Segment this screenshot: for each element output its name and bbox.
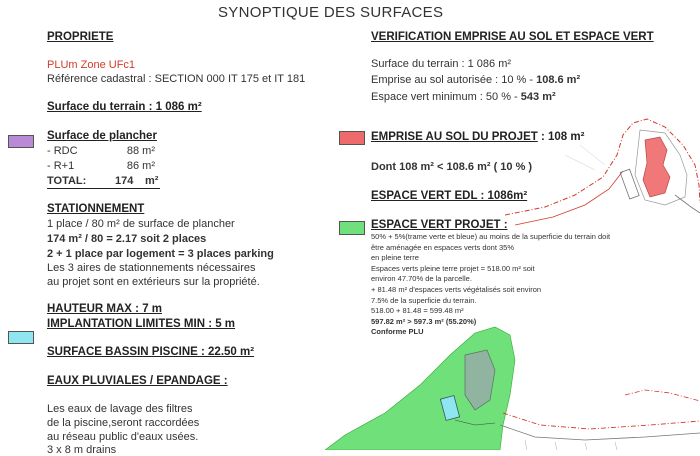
plancher-row-label: - RDC bbox=[47, 145, 78, 157]
espace-projet-line: Espaces verts pleine terre projet = 518.00 m² soit bbox=[371, 263, 535, 273]
emprise-dont: Dont 108 m² < 108.6 m² ( 10 % ) bbox=[371, 161, 533, 173]
site-plan-espace-vert bbox=[325, 325, 700, 450]
espace-projet-line: 7.5% de la superficie du terrain. bbox=[371, 295, 477, 305]
espace-projet-text bbox=[371, 232, 610, 338]
eaux-heading: EAUX PLUVIALES / EPANDAGE : bbox=[47, 375, 228, 387]
conforme-plu: Conforme PLU bbox=[371, 327, 424, 337]
espace-projet-line: être aménagée en espaces verts dont 35% bbox=[371, 242, 515, 252]
espace-projet-heading: ESPACE VERT PROJET : bbox=[371, 219, 508, 231]
espace-projet-line: environ 47.70% de la parcelle. bbox=[371, 274, 472, 284]
stationnement-line: au projet sont en extérieurs sur la propriété. bbox=[47, 276, 260, 288]
plancher-total-value: 174 bbox=[115, 175, 134, 187]
plancher-row-value: 88 m² bbox=[126, 145, 155, 157]
surface-terrain-right: Surface du terrain : 1 086 m² bbox=[371, 58, 512, 70]
plancher-row-value: 86 m² bbox=[126, 160, 155, 172]
emprise-autorisee bbox=[371, 74, 580, 86]
espace-projet-line: + 81.48 m² d'espaces verts végétalisés soit environ bbox=[371, 284, 542, 294]
emprise-swatch bbox=[339, 131, 365, 145]
emprise-projet-heading: EMPRISE AU SOL DU PROJET bbox=[371, 131, 538, 143]
espace-vert-swatch bbox=[339, 221, 365, 235]
propriete-heading: PROPRIETE bbox=[47, 31, 114, 43]
plancher-swatch bbox=[8, 135, 34, 148]
stationnement-line: 2 + 1 place par logement = 3 places parking bbox=[47, 248, 274, 260]
cadastre-reference: Référence cadastral : SECTION 000 IT 175 et IT 181 bbox=[47, 73, 306, 85]
plancher-total-label: TOTAL: bbox=[47, 175, 87, 187]
verif-heading: VERIFICATION EMPRISE AU SOL ET ESPACE VERT bbox=[371, 31, 654, 43]
espace-projet-line: 50% + 5%(trame verte et bleue) au moins de la superficie du terrain doit bbox=[371, 232, 611, 241]
espace-projet-line: 518.00 + 81.48 = 599.48 m² bbox=[371, 306, 464, 316]
page-title: SYNOPTIQUE DES SURFACES bbox=[218, 4, 444, 21]
implantation-limites: IMPLANTATION LIMITES MIN : 5 m bbox=[47, 318, 236, 330]
emprise-projet-value: : 108 m² bbox=[540, 131, 585, 143]
eaux-line: au réseau public d'eaux usées. bbox=[47, 431, 199, 443]
plancher-heading: Surface de plancher bbox=[47, 130, 157, 142]
stationnement-line: 174 m² / 80 = 2.17 soit 2 places bbox=[47, 233, 207, 245]
plancher-row-label: - R+1 bbox=[47, 160, 75, 172]
surface-terrain-left: Surface du terrain : 1 086 m² bbox=[47, 101, 202, 113]
plancher-row-rdc bbox=[47, 145, 155, 157]
stationnement-line: 1 place / 80 m² de surface de plancher bbox=[47, 218, 235, 230]
plancher-row-r1 bbox=[47, 160, 155, 172]
zone-label: PLUm Zone UFc1 bbox=[47, 59, 136, 71]
piscine-swatch bbox=[8, 331, 34, 344]
espace-vert-minimum bbox=[371, 91, 556, 103]
bassin-piscine: SURFACE BASSIN PISCINE : 22.50 m² bbox=[47, 346, 255, 358]
espace-min-prefix: Espace vert minimum : 50 % - bbox=[371, 91, 521, 103]
emprise-autorisee-prefix: Emprise au sol autorisée : 10 % - bbox=[371, 74, 537, 86]
eaux-line: Les eaux de lavage des filtres bbox=[47, 403, 193, 415]
stationnement-line: Les 3 aires de stationnements nécessaires bbox=[47, 262, 256, 274]
eaux-line: 3 x 8 m drains bbox=[47, 444, 117, 456]
site-plan-emprise bbox=[505, 115, 700, 230]
emprise-autorisee-value: 108.6 m² bbox=[536, 74, 581, 86]
espace-projet-line: en pleine terre bbox=[371, 253, 419, 263]
plancher-total bbox=[47, 175, 160, 189]
hauteur-max: HAUTEUR MAX : 7 m bbox=[47, 303, 163, 315]
espace-min-value: 543 m² bbox=[520, 91, 556, 103]
stationnement-heading: STATIONNEMENT bbox=[47, 203, 145, 215]
eaux-line: de la piscine,seront raccordées bbox=[47, 417, 200, 429]
espace-projet-result: 597.82 m² > 597.3 m² (55.20%) bbox=[371, 316, 477, 326]
plancher-total-unit: m² bbox=[145, 175, 159, 187]
espace-vert-edl: ESPACE VERT EDL : 1086m² bbox=[371, 190, 528, 202]
